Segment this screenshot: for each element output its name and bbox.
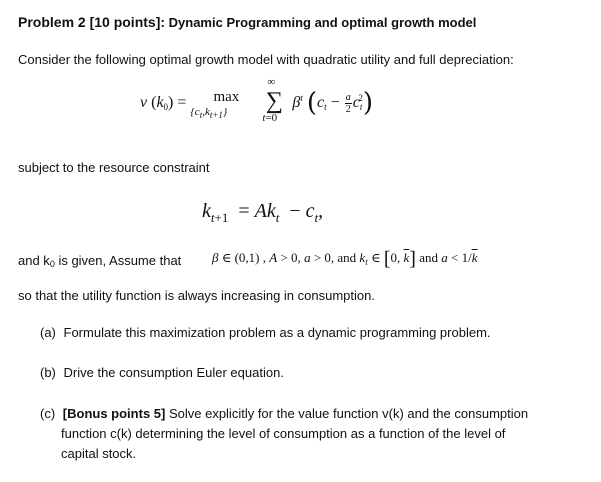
problem-title-bold: Problem 2 [10 points]: — [18, 14, 166, 30]
problem-title-rest: Dynamic Programming and optimal growth model — [165, 15, 477, 30]
resource-constraint-equation: $k_{t+1} = Ak_t - c_t$, — [202, 200, 324, 225]
parameter-conditions: β ∈ (0,1) , A > 0, a > 0, and $k_t$ ∈ [0, $\overline{k}$] and $a < 1/\overline{k}$ — [212, 248, 478, 270]
given-text: and k0 is given, Assume that — [18, 253, 182, 269]
part-c-line3: capital stock. — [61, 446, 137, 461]
part-c-label: (c) — [40, 406, 56, 421]
part-b-label: (b) — [40, 365, 56, 380]
part-c-line2: function c(k) determining the level of consumption as a function of the level of — [61, 426, 506, 441]
part-c-bonus: [Bonus points 5] — [62, 406, 166, 421]
part-a-text: Formulate this maximization problem as a dynamic programming problem. — [63, 325, 491, 340]
part-a-label: (a) — [40, 325, 56, 340]
intro-text: Consider the following optimal growth model with quadratic utility and full depreciation: — [18, 52, 514, 67]
constraint-label: subject to the resource constraint — [18, 160, 210, 175]
part-a — [40, 325, 491, 340]
objective-equation: v $(k_0) = \max$ $\{c_t,k_{t+1}\}$ ∞ ∑ t=0 $\beta^t$ ($c_t$ − $\frac{a}{2}$ $c_t^2$) — [140, 76, 373, 124]
part-b — [40, 365, 284, 380]
problem-title — [18, 14, 476, 30]
part-c-line1: Solve explicitly for the value function v(k) and the consumption — [165, 406, 529, 421]
part-b-text: Drive the consumption Euler equation. — [63, 365, 284, 380]
utility-note: so that the utility function is always increasing in consumption. — [18, 288, 375, 303]
part-c — [40, 406, 528, 421]
